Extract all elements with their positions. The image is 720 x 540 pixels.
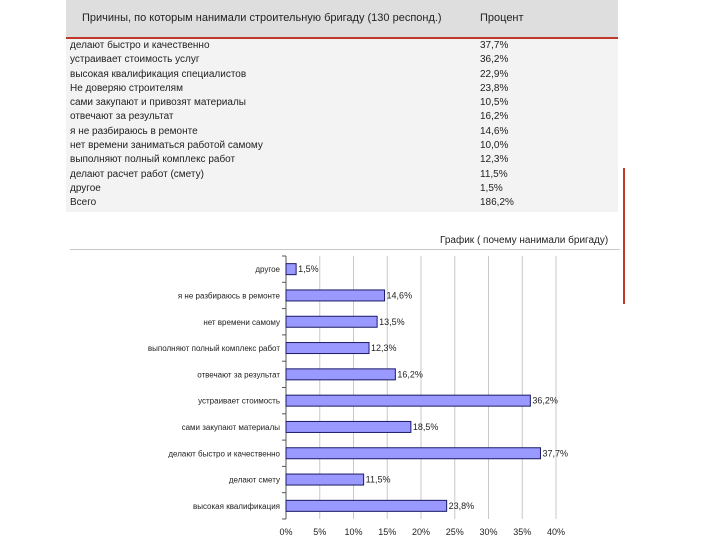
header-percent: Процент	[480, 12, 524, 24]
bar	[286, 421, 411, 432]
category-label: делают быстро и качественно	[168, 449, 280, 459]
row-percent: 1,5%	[480, 182, 503, 194]
row-percent: 10,0%	[480, 140, 509, 152]
x-tick-label: 10%	[344, 527, 363, 537]
bar	[286, 369, 395, 380]
bar	[286, 290, 385, 301]
category-label: делают смету	[228, 475, 280, 485]
x-tick-label: 25%	[445, 527, 464, 537]
x-tick-label: 20%	[411, 527, 431, 537]
bar	[286, 343, 369, 354]
x-tick-label: 30%	[479, 527, 498, 537]
category-label: высокая квалификация	[192, 501, 280, 511]
value-label: 1,5%	[298, 264, 319, 275]
x-tick-label: 0%	[279, 527, 293, 537]
x-tick-label: 35%	[513, 527, 532, 537]
value-label: 37,7%	[542, 448, 569, 459]
row-percent: 11,5%	[480, 168, 508, 180]
row-reason: устраивает стоимость услуг	[70, 54, 200, 66]
row-percent: 14,6%	[480, 125, 509, 137]
value-label: 12,3%	[371, 343, 397, 354]
row-reason: Всего	[70, 197, 97, 209]
category-label: другое	[255, 265, 280, 275]
row-percent: 37,7%	[480, 40, 509, 51]
chart-title: График ( почему нанимали бригаду)	[440, 235, 609, 246]
category-label: я не разбираюсь в ремонте	[177, 291, 280, 301]
row-reason: я не разбираюсь в ремонте	[70, 125, 198, 137]
value-label: 23,8%	[448, 500, 475, 511]
row-reason: нет времени заниматься работой самому	[70, 140, 263, 152]
value-label: 14,6%	[386, 290, 413, 301]
value-label: 18,5%	[412, 421, 439, 432]
bar	[286, 316, 377, 327]
row-reason: делают расчет работ (смету)	[70, 168, 204, 180]
row-percent: 23,8%	[480, 82, 509, 94]
row-percent: 22,9%	[480, 68, 509, 80]
bar	[286, 474, 364, 485]
category-label: нет времени самому	[203, 317, 280, 327]
row-percent: 186,2%	[480, 197, 514, 209]
row-reason: высокая квалификация специалистов	[70, 68, 247, 80]
x-tick-label: 5%	[313, 527, 327, 537]
row-reason: Не доверяю строителям	[70, 82, 183, 94]
category-label: выполняют полный комплекс работ	[147, 344, 280, 354]
category-label: устраивает стоимость	[198, 396, 280, 406]
category-label: сами закупают материалы	[181, 422, 280, 432]
bar	[286, 448, 540, 459]
value-label: 36,2%	[532, 395, 558, 406]
bar	[286, 395, 530, 406]
bar	[286, 500, 447, 511]
x-tick-label: 40%	[546, 527, 566, 537]
x-tick-label: 15%	[378, 527, 397, 537]
category-label: отвечают за результат	[197, 370, 280, 380]
header-reason: Причины, по которым нанимали строительную бригаду (130 респонд.)	[82, 12, 442, 24]
value-label: 11,5%	[365, 474, 391, 485]
bar	[286, 264, 296, 275]
row-percent: 12,3%	[480, 154, 509, 166]
value-label: 13,5%	[379, 316, 405, 327]
row-reason: делают быстро и качественно	[70, 40, 210, 51]
row-reason: сами закупают и привозят материалы	[70, 97, 246, 109]
row-reason: отвечают за результат	[70, 111, 174, 123]
value-label: 16,2%	[397, 369, 423, 380]
row-percent: 16,2%	[480, 111, 509, 123]
row-percent: 10,5%	[480, 97, 509, 109]
row-reason: выполняют полный комплекс работ	[70, 154, 236, 166]
row-percent: 36,2%	[480, 54, 509, 66]
row-reason: другое	[70, 182, 101, 194]
